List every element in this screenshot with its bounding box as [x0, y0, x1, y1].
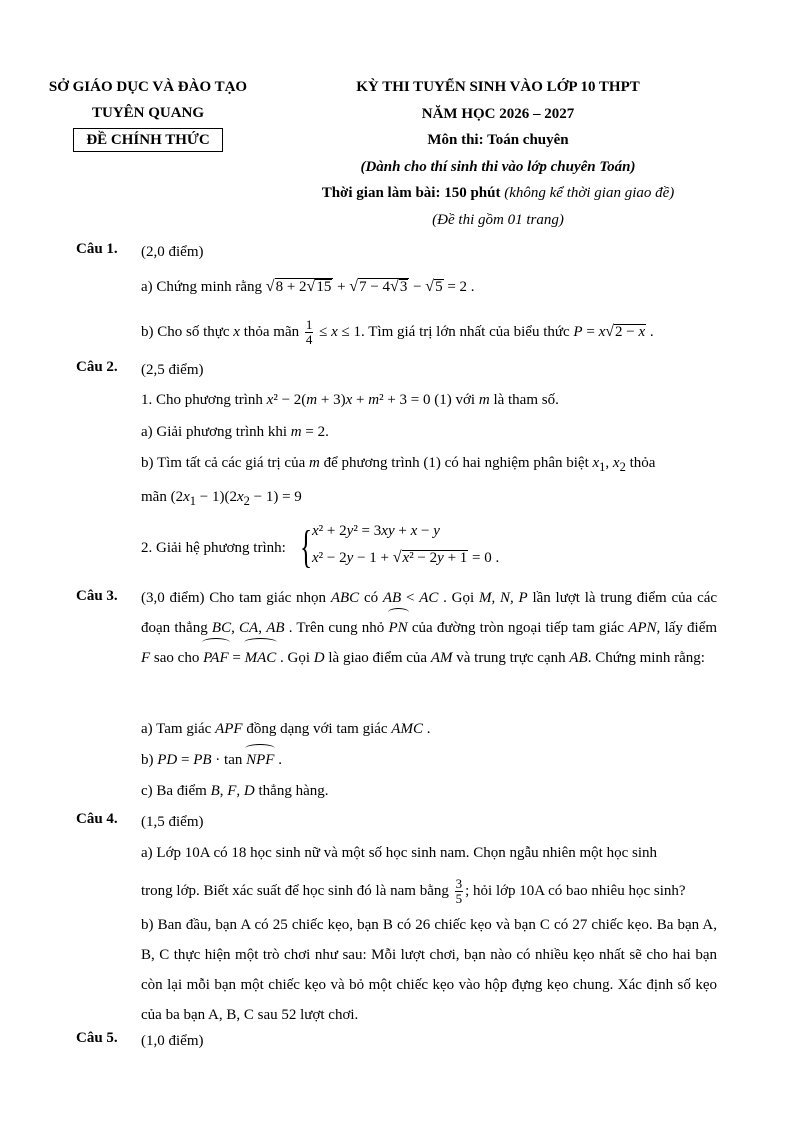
q4-points: (1,5 điểm): [141, 814, 204, 830]
q4-part-a-line2: trong lớp. Biết xác suất để học sinh đó là nam bằng $\frac{3}{5}$ ; hỏi lớp 10A có bao nhiêu học sinh?: [141, 876, 686, 906]
q4-a-text2: ; hỏi lớp 10A có bao nhiêu học sinh?: [465, 882, 686, 899]
q3-points: (3,0 điểm) Cho tam giác nhọn: [141, 590, 327, 606]
q4-a-text1: trong lớp. Biết xác suất để học sinh đó là nam bằng: [141, 882, 449, 899]
q2-a-text: a) Giải phương trình khi: [141, 424, 288, 440]
q1-a-text: a) Chứng minh rằng: [141, 279, 263, 295]
q2-b-text1: b) Tìm tất cả các giá trị của: [141, 455, 306, 471]
header-left: [30, 74, 266, 153]
q1-part-a: a) Chứng minh rằng √8 + 2√15 + √7 − 4√3 − √5 = 2 .: [141, 278, 475, 295]
q3-statement: (3,0 điểm) Cho tam giác nhọn ABC có AB < AC . Gọi M, N, P lần lượt là trung điểm của các đoạn thẳng BC, CA, AB . Trên cung nhỏ PN của đường tròn ngoại tiếp tam giác APN, lấy điểm F sao cho PAF = MAC . Gọi D là giao điểm của AM và trung trực cạnh AB. Chứng minh rằng:: [141, 583, 717, 673]
q2-label: Câu 2.: [76, 359, 118, 375]
q5-points: (1,0 điểm): [141, 1033, 204, 1049]
q3-part-a: a) Tam giác APF đồng dạng với tam giác AMC .: [141, 721, 431, 737]
department-name: SỞ GIÁO DỤC VÀ ĐÀO TẠO: [48, 79, 248, 95]
q1-b-text3: . Tìm giá trị lớn nhất của biểu thức: [361, 323, 570, 340]
q4-part-a-line1: a) Lớp 10A có 18 học sinh nữ và một số học sinh nam. Chọn ngẫu nhiên một học sinh: [141, 845, 658, 861]
q3-part-b: b) PD = PB · tan NPF .: [141, 749, 282, 771]
q5-label: Câu 5.: [76, 1030, 118, 1046]
q2-part-2: 2. Giải hệ phương trình:: [141, 540, 286, 556]
q2-part-b-cont: mãn $(2x_1 - 1)(2x_2 - 1) = 9$: [141, 489, 302, 508]
q1-b-text2: thỏa mãn: [243, 323, 300, 340]
q2-b-text4: mãn: [141, 489, 167, 505]
q2-part-1: 1. Cho phương trình x² − 2(m + 3)x + m² + 3 = 0 (1) với m là tham số.: [141, 392, 559, 408]
time-limit-note: (không kể thời gian giao đề): [504, 185, 675, 201]
q2-b-text2: để phương trình (1) có hai nghiệm phân biệt: [323, 455, 589, 471]
time-limit: [300, 180, 696, 207]
official-stamp: ĐỀ CHÍNH THỨC: [73, 128, 222, 152]
q2-part-a: a) Giải phương trình khi m = 2.: [141, 424, 329, 440]
q1-part-b: b) Cho số thực x thỏa mãn $\frac{1}{4}$ ≤ x ≤ 1. Tìm giá trị lớn nhất của biểu thức P = x√2 − x .: [141, 317, 654, 347]
q1-points: (2,0 điểm): [141, 244, 204, 260]
system-eq2: x² − 2y − 1 + √x² − 2y + 1 = 0 .: [312, 549, 500, 566]
target-note: (Dành cho thí sinh thi vào lớp chuyên Toán): [360, 158, 636, 175]
q3-a-text2: đồng dạng với tam giác: [246, 721, 388, 737]
q4-label: Câu 4.: [76, 811, 118, 827]
q4-part-b: b) Ban đầu, bạn A có 25 chiếc kẹo, bạn B có 26 chiếc kẹo và bạn C có 27 chiếc kẹo. Ba bạn A, B, C thực hiện một trò chơi như sau: Mỗi lượt chơi, bạn nào có nhiều kẹo nhất sẽ cho hai bạn còn lại mỗi bạn một chiếc kẹo và bỏ một chiếc kẹo vào hộp đựng kẹo chung. Xác định số kẹo của ba bạn A, B, C sau 52 lượt chơi.: [141, 917, 717, 1023]
q1-label: Câu 1.: [76, 241, 118, 257]
q3-c-text1: c) Ba điểm: [141, 783, 207, 799]
q3-part-c: c) Ba điểm B, F, D thẳng hàng.: [141, 783, 329, 799]
q3-b-text: b): [141, 752, 154, 768]
time-limit-bold: Thời gian làm bài: 150 phút: [321, 185, 501, 201]
q3-label: Câu 3.: [76, 588, 118, 604]
q2-p1-text1: 1. Cho phương trình: [141, 392, 263, 408]
system-brace: {: [300, 521, 313, 572]
system-eq1: x² + 2y² = 3xy + x − y: [312, 523, 440, 539]
header-right: [300, 74, 696, 233]
page-count-note: (Đề thi gồm 01 trang): [432, 211, 564, 228]
q2-part-b: b) Tìm tất cả các giá trị của m để phương trình (1) có hai nghiệm phân biệt $x_1$, $x_2$ thỏa: [141, 455, 656, 474]
subject: Môn thi: Toán chuyên: [427, 132, 569, 148]
q2-p1-text3: là tham số.: [493, 392, 559, 408]
q2-b-text3: thỏa: [629, 455, 656, 471]
school-year: NĂM HỌC 2026 – 2027: [421, 105, 575, 122]
q2-points: (2,5 điểm): [141, 362, 204, 378]
q1-b-text1: b) Cho số thực: [141, 323, 230, 340]
exam-title: KỲ THI TUYỂN SINH VÀO LỚP 10 THPT: [356, 79, 640, 95]
q2-p1-text2: với: [455, 392, 476, 408]
q3-c-text2: thẳng hàng.: [258, 783, 329, 799]
province-name: TUYÊN QUANG: [91, 105, 205, 121]
q3-a-text1: a) Tam giác: [141, 721, 212, 737]
